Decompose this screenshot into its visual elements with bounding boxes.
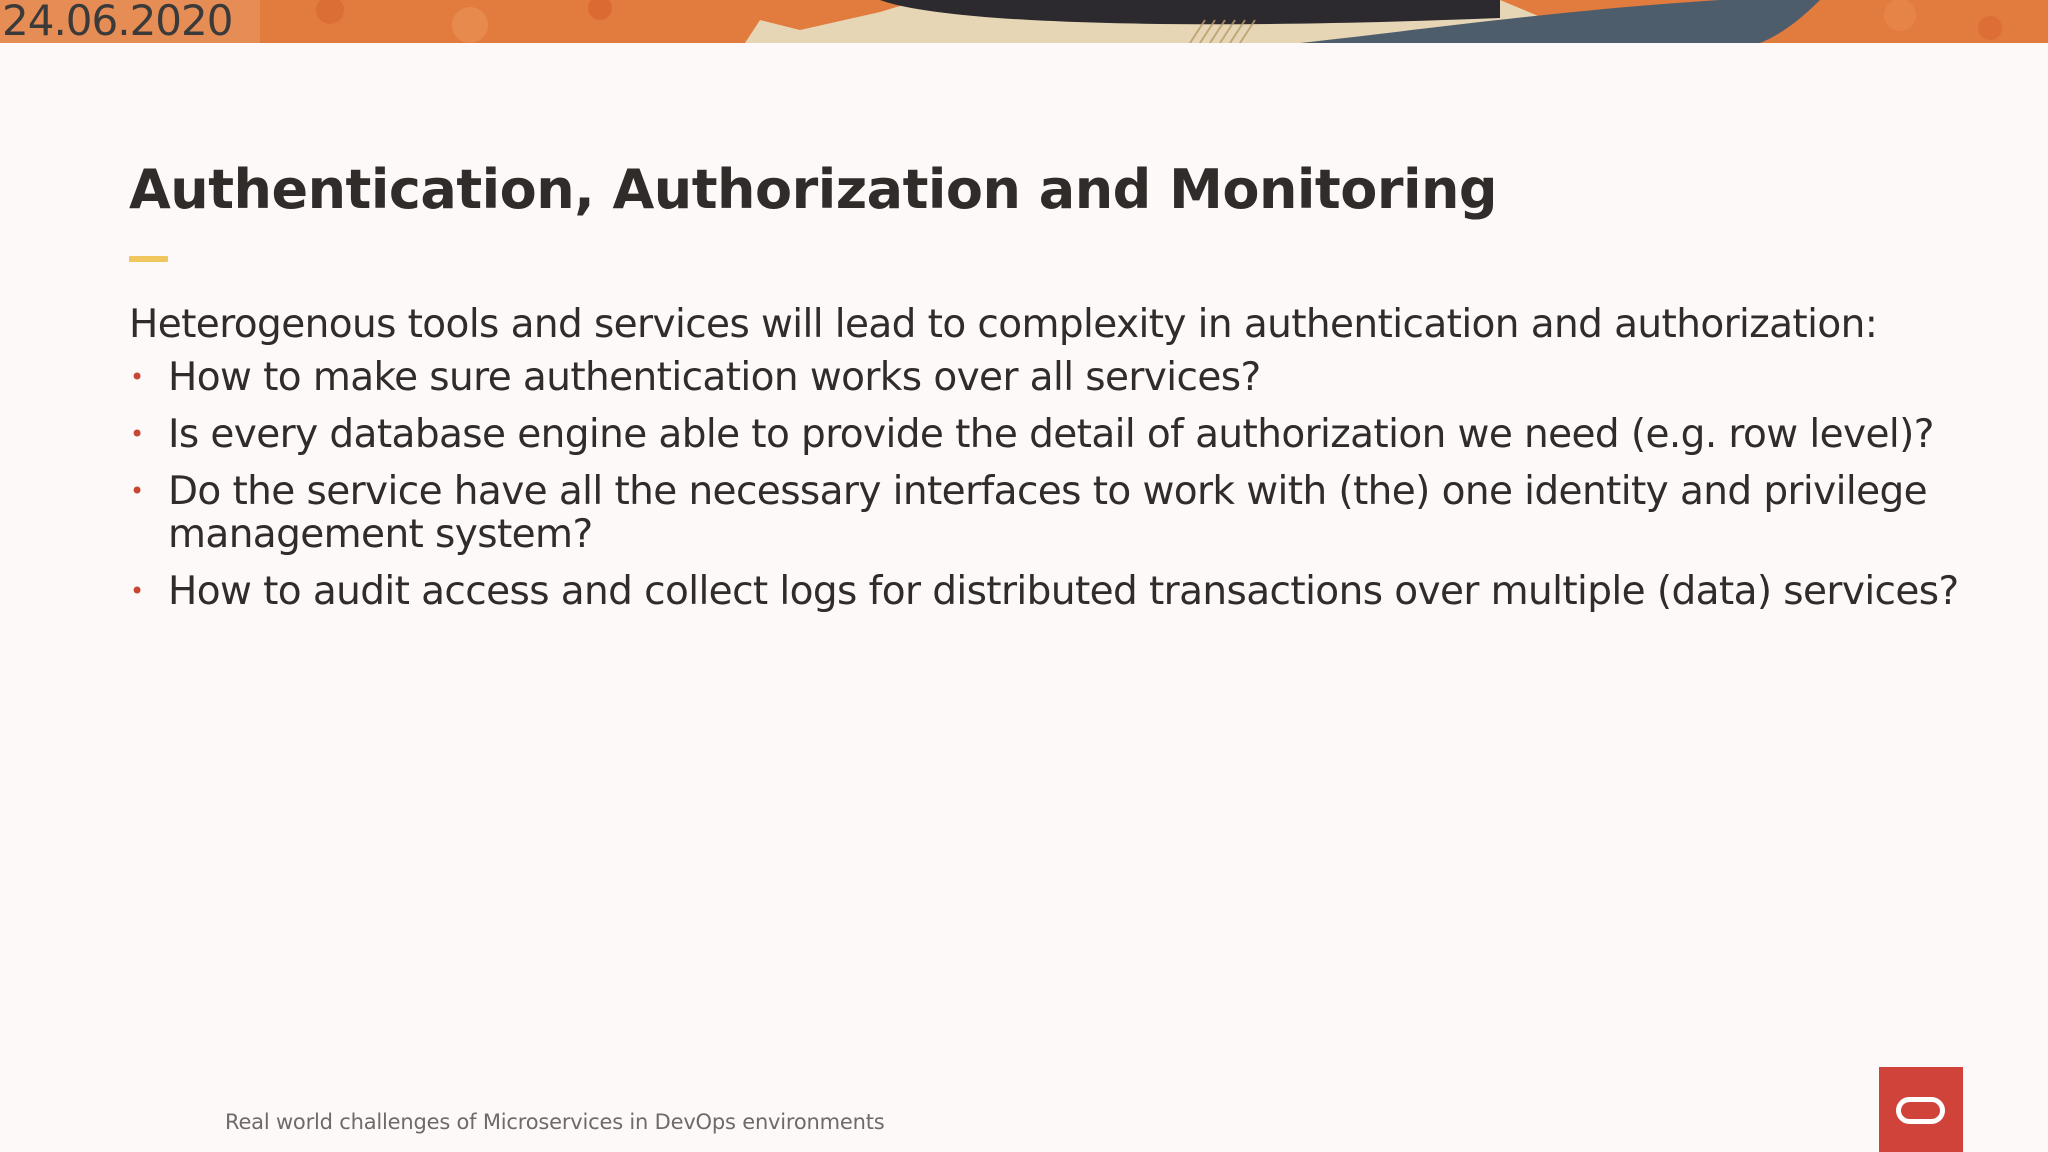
bullet-icon: • xyxy=(130,363,144,391)
title-accent-bar xyxy=(129,256,168,262)
list-item xyxy=(129,356,1979,399)
bullet-list xyxy=(129,356,1979,627)
intro-text: Heterogenous tools and services will lead to complexity in authentication and authorization: xyxy=(129,302,1878,347)
bullet-icon: • xyxy=(130,477,144,505)
bullet-icon: • xyxy=(130,577,144,605)
slide-title: Authentication, Authorization and Monitoring xyxy=(129,158,1498,221)
bullet-text: Do the service have all the necessary interfaces to work with (the) one identity and privilege management system? xyxy=(168,469,1928,557)
logo-ring-shape xyxy=(1896,1097,1945,1124)
header-banner-image xyxy=(0,0,2048,43)
list-item xyxy=(129,413,1979,456)
list-item xyxy=(129,570,1979,613)
bullet-icon: • xyxy=(130,420,144,448)
oracle-logo-icon xyxy=(1879,1067,1963,1152)
date-label: 24.06.2020 xyxy=(2,0,233,43)
bullet-text: Is every database engine able to provide the detail of authorization we need (e.g. row level)? xyxy=(168,412,1934,457)
bullet-text: How to audit access and collect logs for distributed transactions over multiple (data) services? xyxy=(168,569,1959,614)
list-item xyxy=(129,470,1979,556)
footer-text: Real world challenges of Microservices in DevOps environments xyxy=(225,1110,885,1134)
bullet-text: How to make sure authentication works over all services? xyxy=(168,355,1261,400)
